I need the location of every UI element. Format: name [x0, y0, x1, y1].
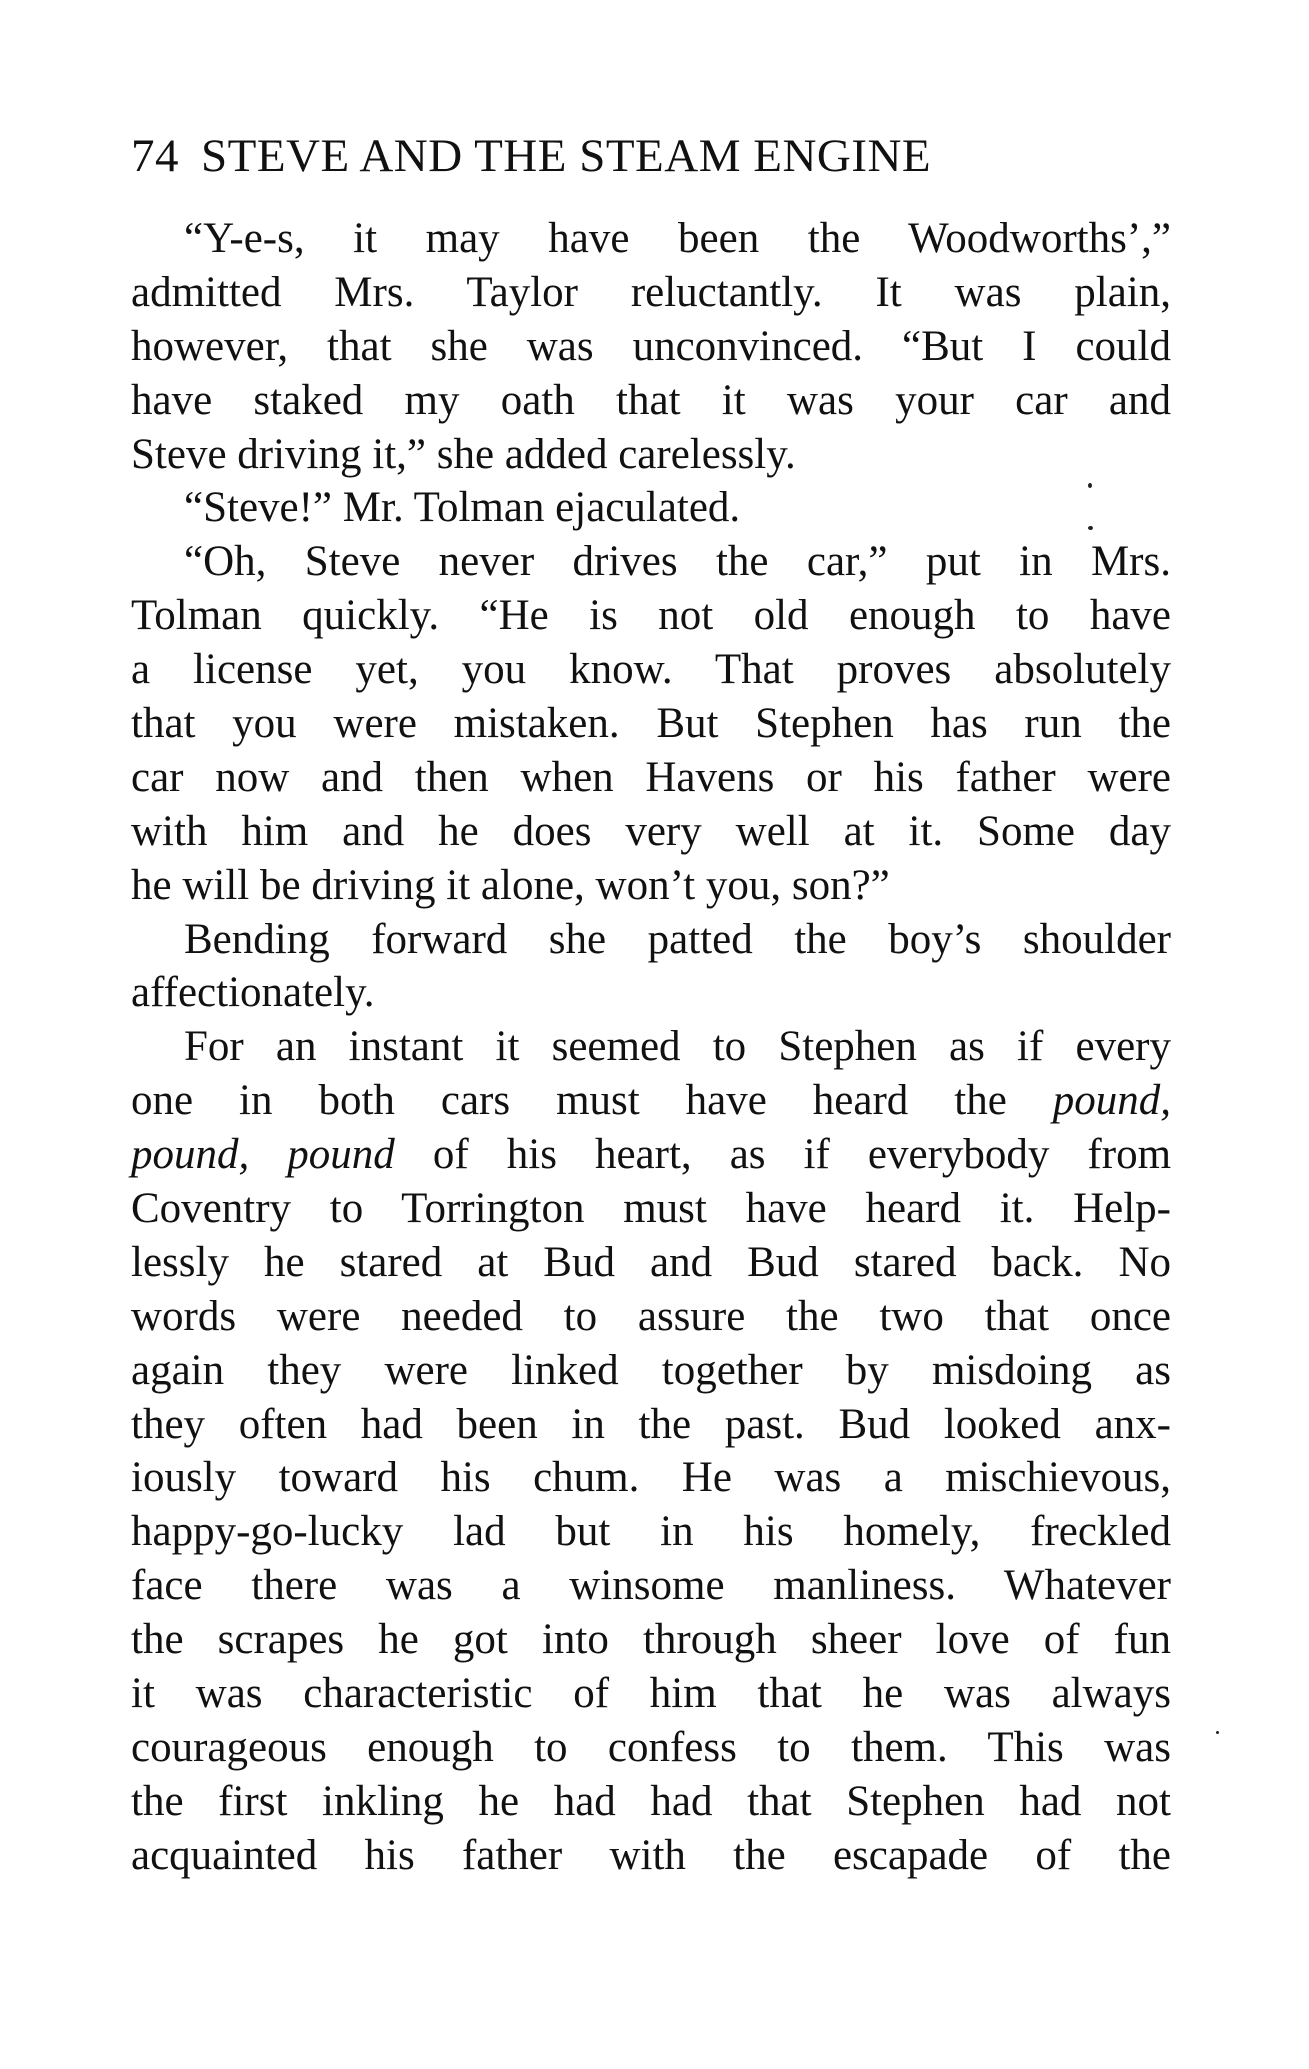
text-line: Tolman quickly. “He is not old enough to have	[131, 592, 1171, 640]
emphasis-pound-pound: pound, pound	[131, 1131, 395, 1179]
text-line-with-emphasis	[131, 1074, 1171, 1128]
text-line: Bending forward she patted the boy’s shoulder	[184, 915, 1171, 963]
print-speck	[1088, 483, 1092, 488]
emphasis-pound: pound,	[1052, 1077, 1171, 1125]
body-text	[131, 212, 1171, 1883]
text-line: he will be driving it alone, won’t you, son?”	[131, 861, 890, 909]
page-number: 74	[131, 130, 179, 182]
text-line: however, that she was unconvinced. “But I could	[131, 322, 1171, 370]
text-line: iously toward his chum. He was a mischievous,	[131, 1454, 1171, 1502]
text-line: admitted Mrs. Taylor reluctantly. It was plain,	[131, 268, 1171, 316]
text-line: happy-go-lucky lad but in his homely, freckled	[131, 1508, 1171, 1556]
text-line: the scrapes he got into through sheer love of fun	[131, 1616, 1171, 1664]
page-header	[131, 128, 1171, 184]
text-line: with him and he does very well at it. Some day	[131, 807, 1171, 855]
text-line: “Oh, Steve never drives the car,” put in Mrs.	[184, 538, 1171, 586]
text-line: acquainted his father with the escapade of the	[131, 1831, 1171, 1879]
text-line: Steve driving it,” she added carelessly.	[131, 430, 796, 478]
print-speck	[1216, 1731, 1219, 1734]
text-line: it was characteristic of him that he was always	[131, 1670, 1171, 1718]
text-line: “Y-e-s, it may have been the Woodworths’,”	[184, 215, 1171, 262]
text-line: car now and then when Havens or his father were	[131, 753, 1171, 801]
print-speck	[1088, 526, 1093, 530]
text-line: face there was a winsome manliness. Whatever	[131, 1562, 1171, 1610]
text-line-with-emphasis	[131, 1128, 1171, 1182]
text-line: a license yet, you know. That proves absolutely	[131, 646, 1171, 694]
text-segment: of his heart, as if everybody from	[432, 1131, 1172, 1179]
text-line: words were needed to assure the two that once	[131, 1292, 1171, 1340]
text-line: the first inkling he had had that Stephen had not	[131, 1777, 1171, 1825]
text-line: they often had been in the past. Bud looked anx-	[131, 1400, 1171, 1448]
running-title: STEVE AND THE STEAM ENGINE	[201, 130, 932, 182]
text-line: again they were linked together by misdoing as	[131, 1346, 1171, 1394]
text-line: affectionately.	[131, 969, 375, 1017]
text-line: “Steve!” Mr. Tolman ejaculated.	[184, 484, 741, 532]
text-line: Coventry to Torrington must have heard it. Help-	[131, 1185, 1171, 1233]
text-line: that you were mistaken. But Stephen has run the	[131, 700, 1171, 748]
text-segment: one in both cars must have heard the	[131, 1077, 1007, 1125]
text-line: have staked my oath that it was your car and	[131, 376, 1171, 424]
text-line: lessly he stared at Bud and Bud stared back. No	[131, 1238, 1171, 1286]
text-line: For an instant it seemed to Stephen as if every	[184, 1023, 1171, 1071]
text-line: courageous enough to confess to them. This was	[131, 1723, 1171, 1771]
